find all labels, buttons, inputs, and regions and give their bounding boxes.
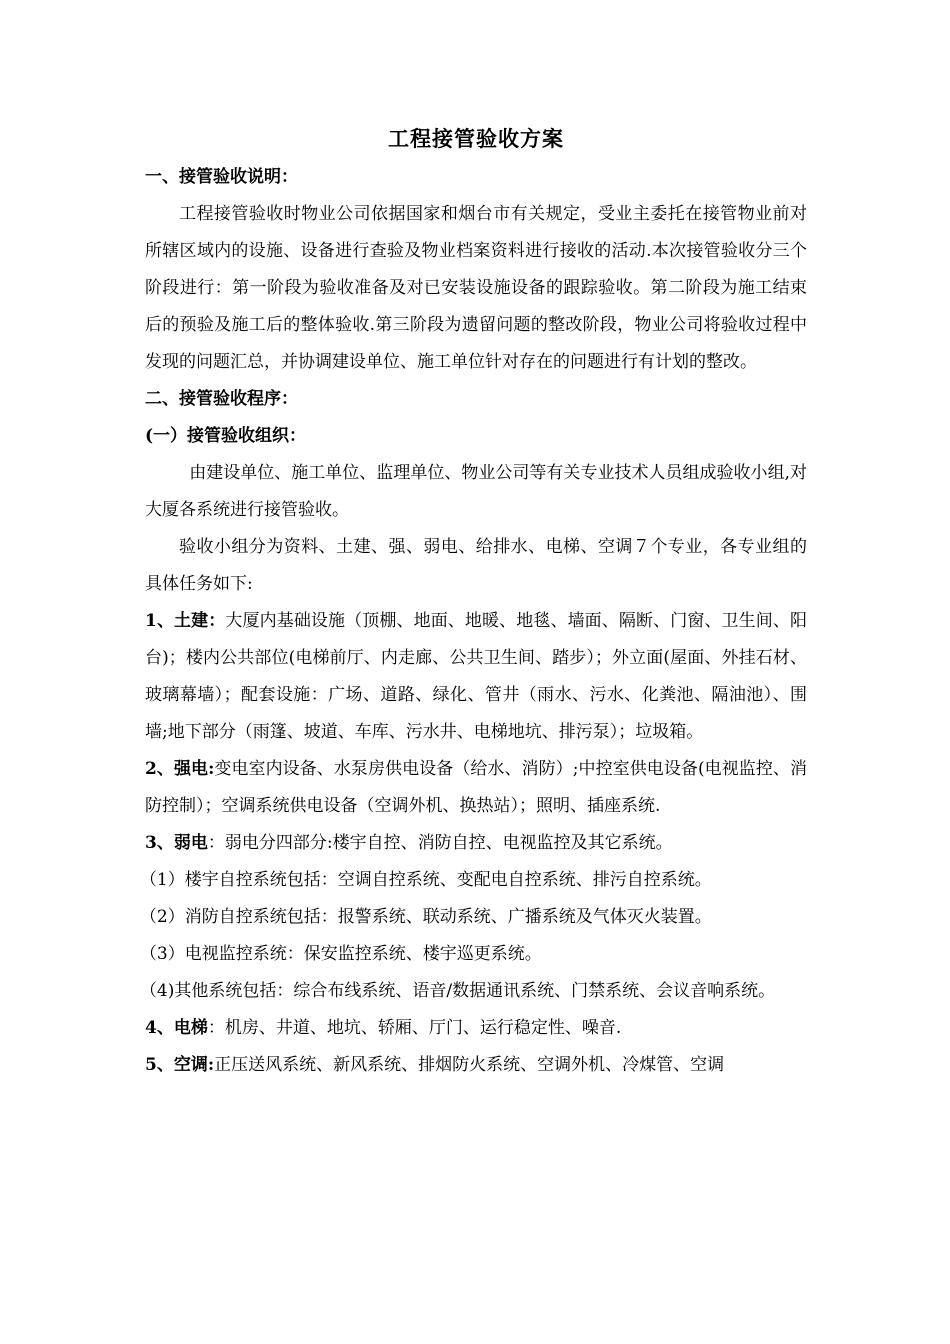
- section-2-heading: 二、接管验收程序：: [145, 389, 298, 409]
- task-item-air-conditioning: [145, 1047, 807, 1084]
- group-division-paragraph: 验收小组分为资料、土建、强、弱电、给排水、电梯、空调７个专业，各专业组的具体任务如下:: [145, 537, 807, 594]
- task-item-label: 3、弱电: [145, 833, 208, 853]
- task-item-civil: [145, 603, 807, 751]
- document-content: [139, 120, 807, 1084]
- task-item-weak-current: [145, 825, 807, 862]
- weak-subitem-4: （4)其他系统包括：综合布线系统、语音/数据通讯系统、门禁系统、会议音响系统。: [139, 981, 776, 1001]
- task-item-label: 4、电梯: [145, 1018, 208, 1038]
- document-title: 工程接管验收方案: [388, 126, 564, 151]
- task-item-label: 1、土建：: [145, 611, 226, 631]
- task-item-label: 2、强电:: [145, 759, 215, 779]
- task-item-label: 5、空调:: [145, 1055, 215, 1075]
- section-1-paragraph: 工程接管验收时物业公司依据国家和烟台市有关规定，受业主委托在接管物业前对所辖区域内的设施、设备进行查验及物业档案资料进行接收的活动.本次接管验收分三个阶段进行：第一阶段为验收准备及对已安装设施设备的跟踪验收。第二阶段为施工结束后的预验及施工后的整体验收.第三阶段为遗留问题的整改阶段，物业公司将验收过程中发现的问题汇总，并协调建设单位、施工单位针对存在的问题进行有计划的整改。: [145, 204, 807, 372]
- task-item-strong-current: [145, 751, 807, 825]
- task-item-text: ：弱电分四部分:楼宇自控、消防自控、电视监控及其它系统。: [207, 833, 673, 853]
- organization-paragraph: 由建设单位、施工单位、监理单位、物业公司等有关专业技术人员组成验收小组,对大厦各系统进行接管验收。: [145, 463, 807, 520]
- task-item-text: ：机房、井道、地坑、轿厢、厅门、运行稳定性、噪音.: [207, 1018, 622, 1038]
- task-item-text: 变电室内设备、水泵房供电设备（给水、消防）;中控室供电设备(电视监控、消防控制）；空调系统供电设备（空调外机、换热站）；照明、插座系统.: [145, 759, 807, 816]
- task-item-text: 正压送风系统、新风系统、排烟防火系统、空调外机、冷煤管、空调: [214, 1055, 725, 1075]
- weak-subitem-1: （1）楼宇自控系统包括：空调自控系统、变配电自控系统、排污自控系统。: [139, 870, 712, 890]
- weak-subitem-3: （3）电视监控系统：保安监控系统、楼宇巡更系统。: [139, 944, 542, 964]
- task-item-elevator: [145, 1010, 807, 1047]
- weak-subitem-2: （2）消防自控系统包括：报警系统、联动系统、广播系统及气体灭火装置。: [139, 907, 712, 927]
- subsection-1-heading: (一）接管验收组织：: [145, 426, 307, 446]
- task-item-text: 大厦内基础设施（顶棚、地面、地暖、地毯、墙面、隔断、门窗、卫生间、阳台)；楼内公共部位(电梯前厅、内走廊、公共卫生间、踏步）；外立面(屋面、外挂石材、玻璃幕墙）；配套设施：广场、道路、绿化、管井（雨水、污水、化粪池、隔油池）、围墙;地下部分（雨篷、坡道、车库、污水井、电梯地坑、排污泵）；垃圾箱。: [145, 611, 807, 742]
- section-1-heading: 一、接管验收说明：: [145, 167, 298, 187]
